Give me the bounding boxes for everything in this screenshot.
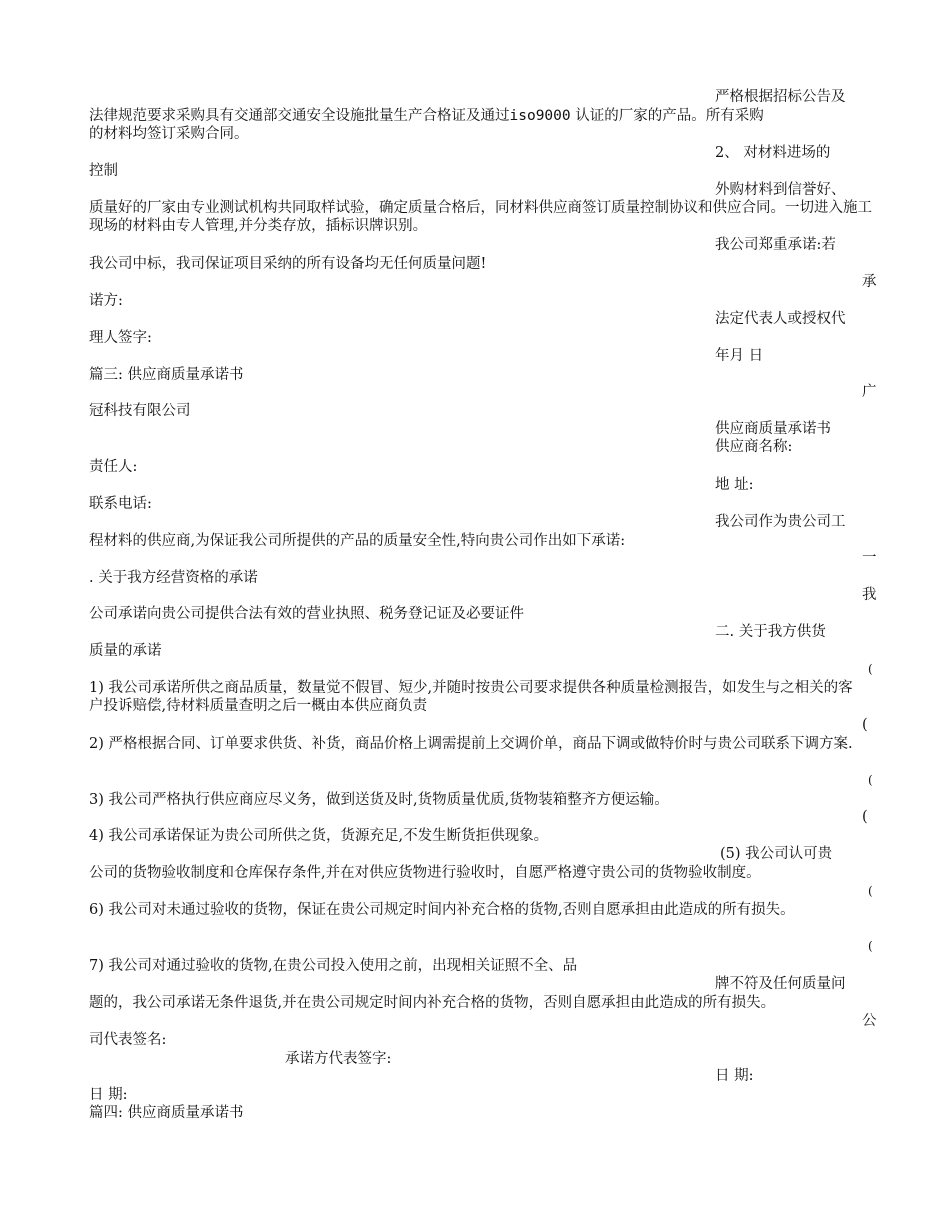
right-fragment: 年月 日 [715, 348, 764, 364]
list-item: 4) 我公司承诺保证为贵公司所供之货，货源充足,不发生断货拒供现象。 [89, 828, 549, 844]
right-fragment: ( [868, 884, 873, 898]
right-fragment: 严格根据招标公告及 [715, 89, 846, 105]
standard-code: iso9000 [509, 108, 571, 124]
list-item: 1) 我公司承诺所供之商品质量，数量觉不假冒、短少,并随时按贵公司要求提供各种质量检测报告，如发生与之相关的客户投诉赔偿,待材料质量查明之后一概由本供应商负责 [89, 680, 853, 714]
right-fragment: 牌不符及任何质量问 [715, 976, 846, 992]
section-heading: 质量的承诺 [89, 643, 162, 659]
right-fragment: 法定代表人或授权代 [715, 311, 846, 327]
label: 理人签字: [89, 330, 152, 346]
right-fragment: 我公司郑重承诺:若 [715, 237, 836, 253]
right-fragment: ( [868, 939, 873, 953]
list-item: 题的，我公司承诺无条件退货,并在贵公司规定时间内补充合格的货物，否则自愿承担由此造成的所有损失。 [89, 995, 776, 1011]
right-fragment: 外购材料到信誉好、 [715, 182, 846, 198]
label: 责任人: [89, 459, 138, 475]
section-title: 篇四: 供应商质量承诺书 [89, 1105, 244, 1121]
right-fragment: 我 [862, 587, 877, 603]
text-run: 法律规范要求采购具有交通部交通安全设施批量生产合格证及通过 [89, 108, 510, 124]
list-item: 3) 我公司严格执行供应商应尽义务，做到送货及时,货物质量优质,货物装箱整齐方便运输。 [89, 792, 669, 808]
right-fragment: ( [868, 773, 873, 787]
right-fragment: 二. 关于我方供货 [715, 624, 826, 640]
right-fragment: 一 [862, 550, 877, 566]
right-fragment: 公 [862, 1013, 877, 1029]
right-fragment: ( [862, 717, 868, 733]
heading-fragment: 控制 [89, 163, 118, 179]
list-item: 7) 我公司对通过验收的货物,在贵公司投入使用之前，出现相关证照不全、品 [89, 958, 578, 974]
right-fragment: (5) 我公司认可贵 [720, 846, 833, 862]
right-fragment: ( [868, 662, 873, 676]
section-title: 篇三: 供应商质量承诺书 [89, 367, 244, 383]
right-fragment: ( [862, 809, 868, 825]
date-label: 日 期: [89, 1087, 128, 1103]
paragraph [89, 107, 764, 125]
right-fragment: 供应商质量承诺书 [715, 421, 831, 437]
paragraph: 程材料的供应商,为保证我公司所提供的产品的质量安全性,特向贵公司作出如下承诺: [89, 533, 626, 549]
right-fragment: 2、 对材料进场的 [715, 145, 831, 161]
right-fragment: 承 [862, 274, 877, 290]
list-item: 6) 我公司对未通过验收的货物，保证在贵公司规定时间内补充合格的货物,否则自愿承担由此造成的所有损失。 [89, 902, 795, 918]
right-fragment: 我公司作为贵公司工 [715, 514, 846, 530]
paragraph: 公司承诺向贵公司提供合法有效的营业执照、税务登记证及必要证件 [89, 606, 524, 622]
label: 诺方: [89, 293, 123, 309]
right-fragment: 广 [862, 384, 877, 400]
text-run: 认证的厂家的产品。所有采购 [570, 108, 764, 124]
paragraph: 我公司中标，我司保证项目采纳的所有设备均无任何质量问题! [89, 256, 487, 272]
label: 联系电话: [89, 496, 152, 512]
signature-label: 司代表签名: [89, 1032, 167, 1048]
right-fragment: 日 期: [715, 1068, 754, 1084]
section-heading: . 关于我方经营资格的承诺 [89, 570, 258, 586]
right-fragment: 供应商名称: [715, 439, 793, 455]
paragraph: 质量好的厂家由专业测试机构共同取样试验，确定质量合格后，同材料供应商签订质量控制协议和供应合同。一切进入施工现场的材料由专人管理,并分类存放，插标识牌识别。 [89, 200, 872, 234]
signature-label: 承诺方代表签字: [285, 1051, 392, 1067]
right-fragment: 地 址: [715, 477, 754, 493]
paragraph: 的材料均签订采购合同。 [89, 126, 249, 142]
list-item: 公司的货物验收制度和仓库保存条件,并在对供应货物进行验收时，自愿严格遵守贵公司的货物验收制度。 [89, 865, 761, 881]
company-name: 冠科技有限公司 [89, 403, 191, 419]
list-item: 2) 严格根据合同、订单要求供货、补货，商品价格上调需提前上交调价单，商品下调或做特价时与贵公司联系下调方案. [89, 736, 853, 752]
